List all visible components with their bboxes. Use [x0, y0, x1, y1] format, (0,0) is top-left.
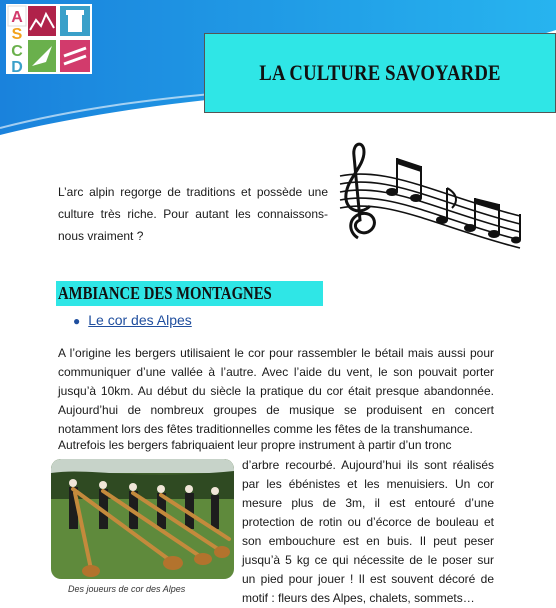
svg-text:C: C [11, 43, 23, 60]
music-notes-icon [330, 136, 530, 256]
subsection-bullet [73, 312, 192, 328]
paragraph-fabrication-first-line: Autrefois les bergers fabriquaient leur propre instrument à partir d’un tronc [58, 438, 452, 452]
section-heading [56, 281, 323, 306]
svg-text:D: D [11, 59, 23, 74]
alphorn-players-photo [51, 459, 234, 579]
paragraph-fabrication: d’arbre recourbé. Aujourd’hui ils sont réalisés par les ébénistes et les menuisiers. Un cor mesure plus de 3m, il est entouré d’une protection de rotin ou d’écorce de bouleau et son embouchure est en buis. Il peut peser jusqu’à 5 kg ce qui nécessite de le poser sur un pied pour jouer ! Il est souvent décoré de motif : fleurs des Alpes, chalets, sommets… [242, 458, 494, 605]
paragraph-origin: A l’origine les bergers utilisaient le cor pour rassembler le bétail mais aussi pour communiquer d’une vallée à l’autre. Avec l’aide du vent, le son pouvait porter jusqu’à 10km. Au début du siècle la pratique du cor était presque abandonnée. Aujourd’hui de nombreux groupes de musique se produisent en concert notamment lors des fêtes traditionnelles comme les fêtes de la transhumance. [58, 346, 494, 436]
intro-paragraph: L’arc alpin regorge de traditions et possède une culture très riche. Pour autant les connaissons-nous vraiment ? [58, 185, 328, 243]
photo-caption: Des joueurs de cor des Alpes [68, 584, 186, 594]
section-heading-text: AMBIANCE DES MONTAGNES [58, 283, 272, 303]
ascd-logo [6, 4, 92, 74]
page-title: LA CULTURE SAVOYARDE [259, 60, 501, 85]
page-title-box [204, 33, 556, 113]
svg-text:A: A [11, 9, 23, 26]
svg-text:S: S [11, 26, 23, 43]
bullet-dot-icon: ● [73, 314, 81, 328]
subsection-link[interactable]: Le cor des Alpes [88, 312, 192, 328]
